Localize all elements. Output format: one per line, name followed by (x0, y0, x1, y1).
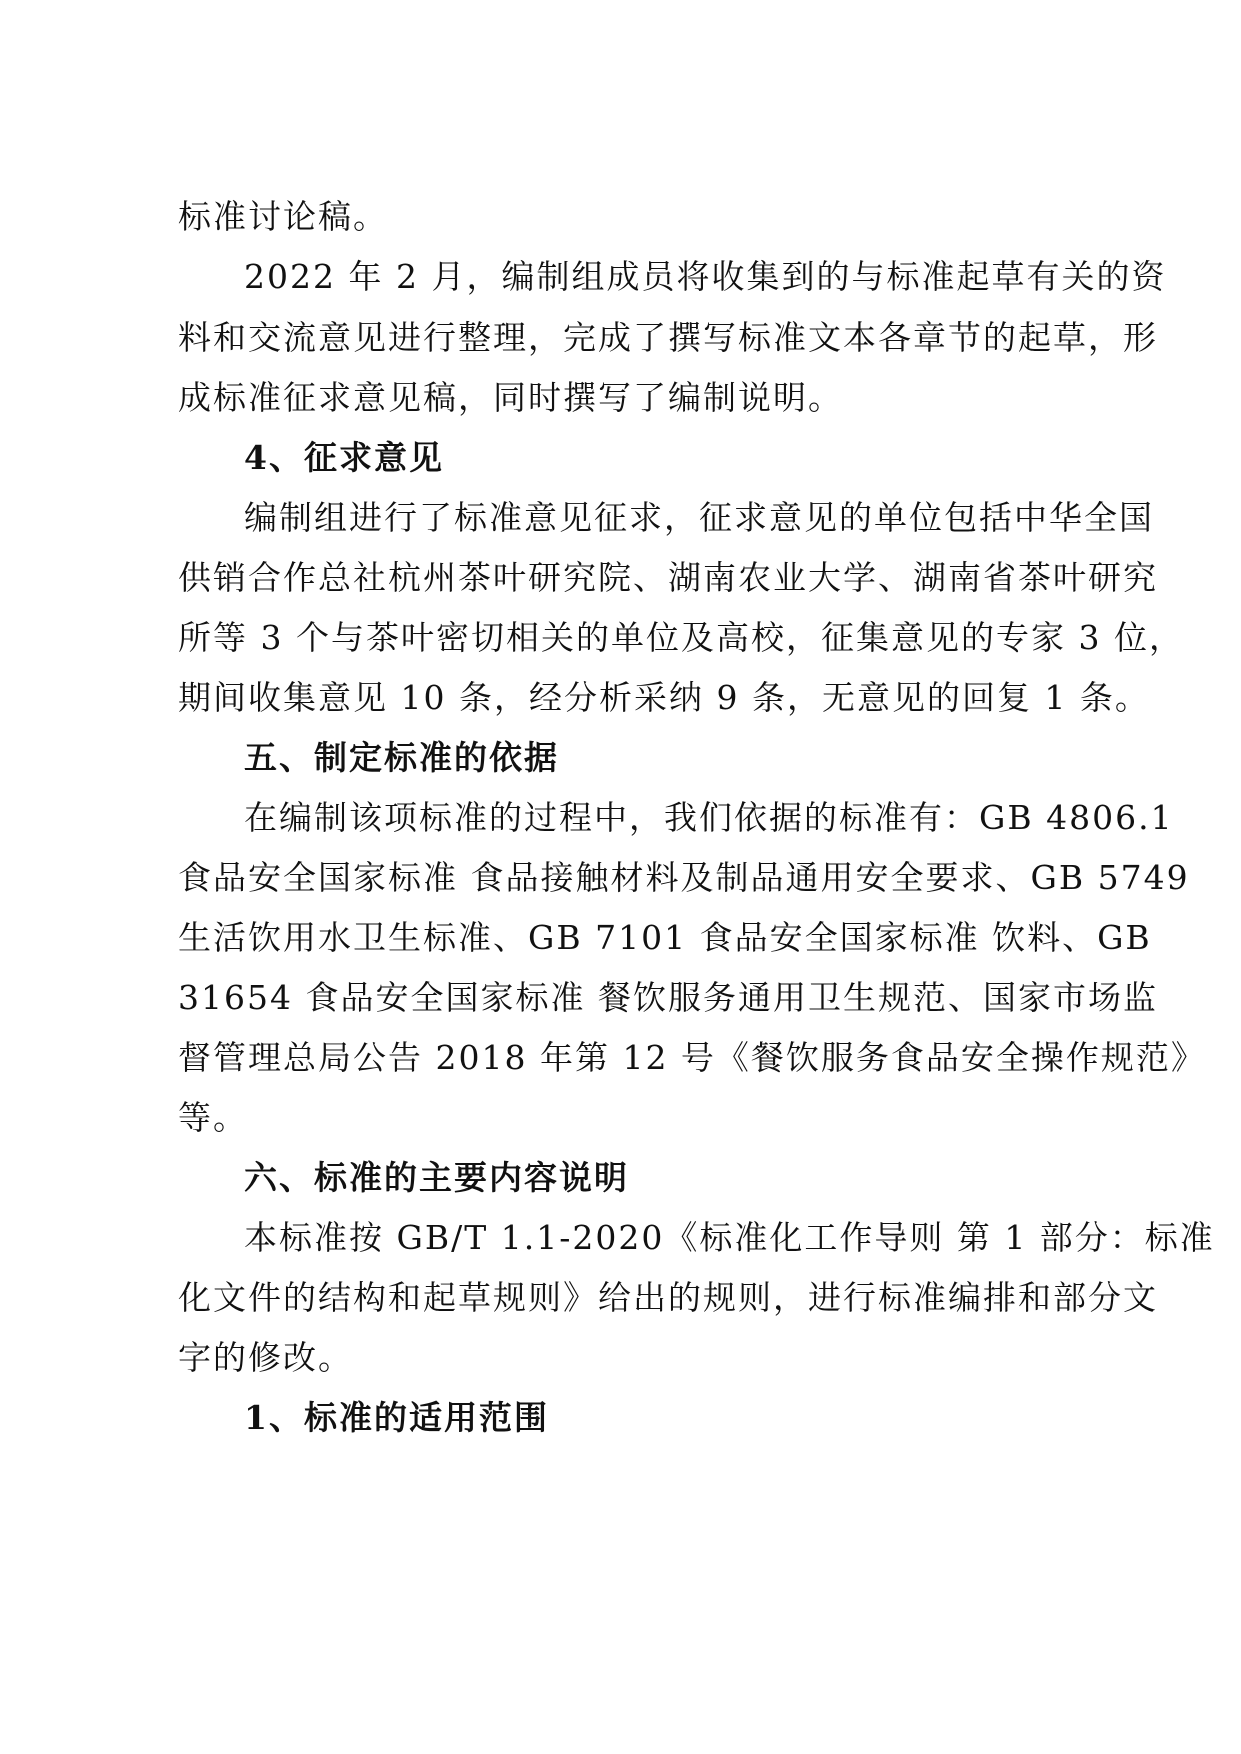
section-heading: 六、标准的主要内容说明 (244, 1158, 629, 1197)
paragraph-line: 督管理总局公告 2018 年第 12 号《餐饮服务食品安全操作规范》 (178, 1038, 1206, 1077)
paragraph-line: 标准讨论稿。 (178, 197, 388, 236)
paragraph-line: 在编制该项标准的过程中，我们依据的标准有：GB 4806.1 (244, 798, 1174, 837)
section-heading: 1、标准的适用范围 (244, 1398, 549, 1437)
section-heading: 五、制定标准的依据 (244, 738, 559, 777)
paragraph-line: 等。 (178, 1098, 248, 1137)
paragraph-line: 供销合作总社杭州茶叶研究院、湖南农业大学、湖南省茶叶研究 (178, 558, 1158, 597)
paragraph-line: 31654 食品安全国家标准 餐饮服务通用卫生规范、国家市场监 (178, 978, 1158, 1017)
paragraph-line: 2022 年 2 月，编制组成员将收集到的与标准起草有关的资 (244, 257, 1167, 296)
paragraph-line: 所等 3 个与茶叶密切相关的单位及高校，征集意见的专家 3 位， (178, 618, 1184, 657)
paragraph-line: 期间收集意见 10 条，经分析采纳 9 条，无意见的回复 1 条。 (178, 678, 1150, 717)
paragraph-line: 食品安全国家标准 食品接触材料及制品通用安全要求、GB 5749 (178, 858, 1190, 897)
paragraph-line: 生活饮用水卫生标准、GB 7101 食品安全国家标准 饮料、GB (178, 918, 1152, 957)
paragraph-line: 编制组进行了标准意见征求，征求意见的单位包括中华全国 (244, 498, 1154, 537)
paragraph-line: 料和交流意见进行整理，完成了撰写标准文本各章节的起草，形 (178, 318, 1158, 357)
paragraph-line: 化文件的结构和起草规则》给出的规则，进行标准编排和部分文 (178, 1278, 1158, 1317)
paragraph-line: 字的修改。 (178, 1338, 353, 1377)
paragraph-line: 成标准征求意见稿，同时撰写了编制说明。 (178, 378, 843, 417)
section-heading: 4、征求意见 (244, 438, 444, 477)
paragraph-line: 本标准按 GB/T 1.1-2020《标准化工作导则 第 1 部分：标准 (244, 1218, 1215, 1257)
